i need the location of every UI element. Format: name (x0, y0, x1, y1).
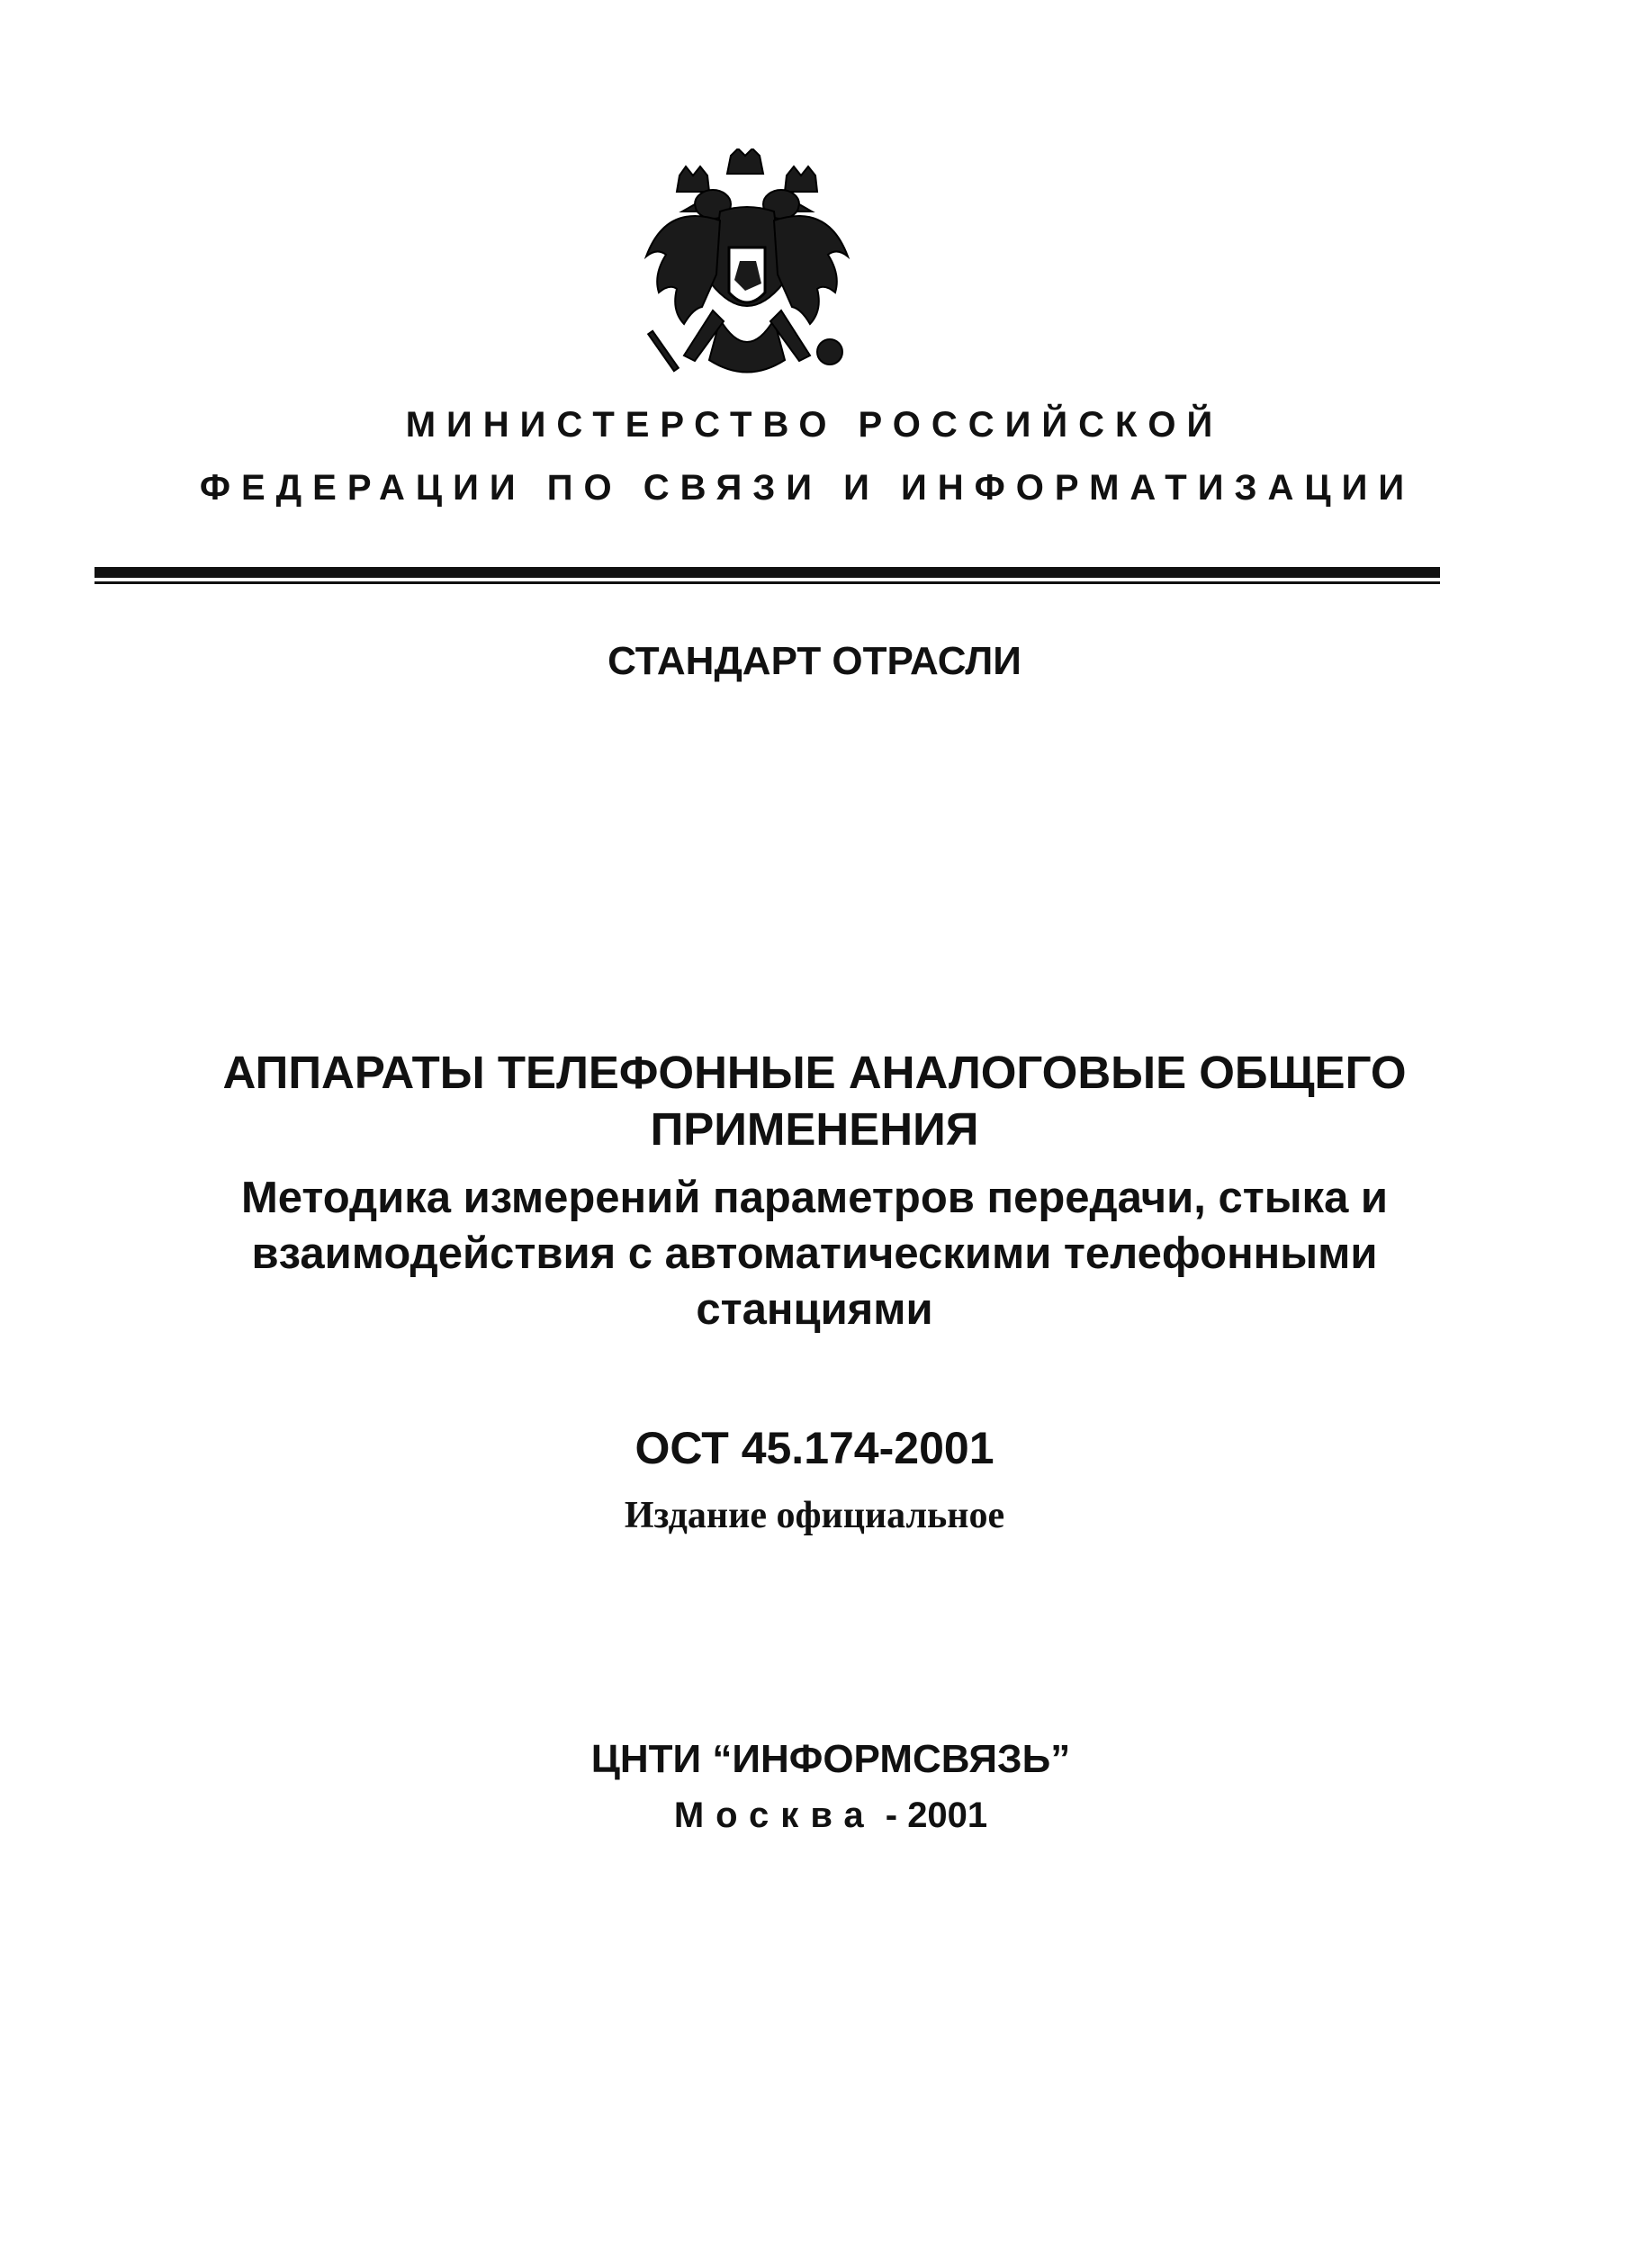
publisher-name: ЦНТИ “ИНФОРМСВЯЗЬ” (590, 1737, 1071, 1781)
publication-city: Москва (673, 1796, 876, 1835)
document-subtitle (0, 1170, 1629, 1337)
header-divider (94, 567, 1440, 578)
document-subtitle-line3: станциями (696, 1285, 933, 1334)
standard-designation: ОСТ 45.174-2001 (634, 1423, 994, 1473)
document-title (0, 1044, 1629, 1157)
russian-coat-of-arms-icon (630, 148, 864, 392)
publication-year: 2001 (907, 1796, 988, 1835)
edition-note: Издание официальное (624, 1495, 1005, 1536)
document-subtitle-line2: взаимодействия с автоматическими телефонными (251, 1229, 1378, 1278)
city-year-separator: - (875, 1796, 908, 1835)
ministry-name-line2: ФЕДЕРАЦИИ ПО СВЯЗИ И ИНФОРМАТИЗАЦИИ (199, 468, 1416, 508)
document-title-line1: АППАРАТЫ ТЕЛЕФОННЫЕ АНАЛОГОВЫЕ ОБЩЕГО (222, 1047, 1407, 1098)
document-title-line2: ПРИМЕНЕНИЯ (650, 1103, 979, 1155)
ministry-name-line1: МИНИСТЕРСТВО РОССИЙСКОЙ (405, 405, 1224, 445)
publication-place-year (16, 1796, 1629, 1836)
header-divider-thin (94, 581, 1440, 584)
document-subtitle-line1: Методика измерений параметров передачи, стыка и (240, 1174, 1389, 1222)
standard-type: СТАНДАРТ ОТРАСЛИ (608, 639, 1022, 683)
